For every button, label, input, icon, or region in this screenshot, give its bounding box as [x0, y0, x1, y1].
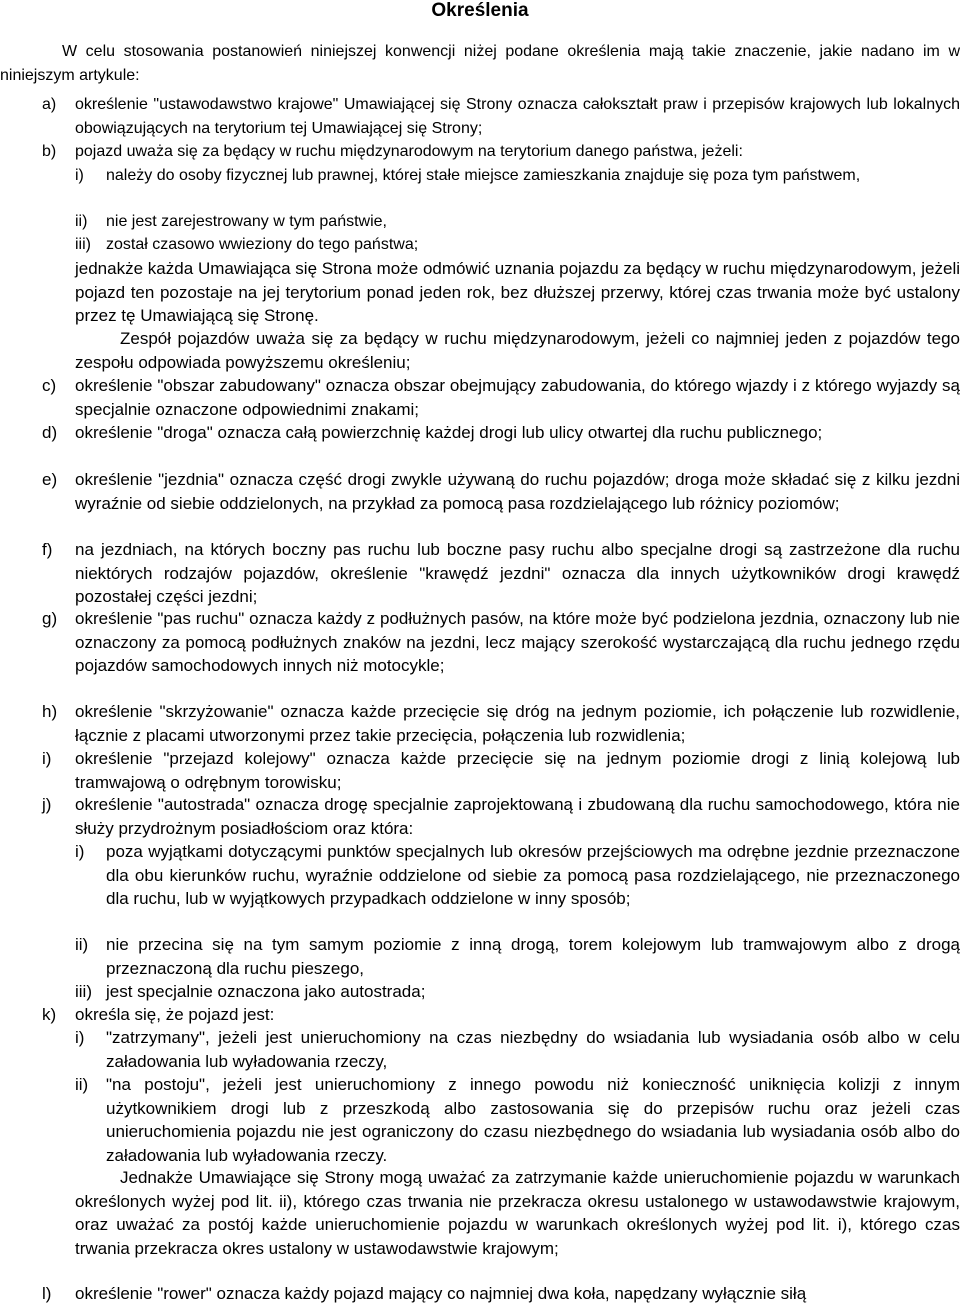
item-b-i-text: należy do osoby fizycznej lub prawnej, której stałe miejsce zamieszkania znajduje się poza tym państwem, [106, 167, 861, 184]
item-a-label: a) [42, 96, 57, 113]
item-k-i-label: i) [75, 1028, 85, 1047]
item-j-ii-label: ii) [75, 935, 89, 954]
item-e-text: określenie "jezdnia" oznacza część drogi zwykle używaną do ruchu pojazdów; droga może składać się z kilku jezdni wyraźnie od siebie oddzielonych, na przykład za pomocą pasa rozdzielającego lub różnicy poziomów; [75, 470, 960, 513]
item-c-text: określenie "obszar zabudowany" oznacza obszar obejmujący zabudowania, do którego wjazdy i z którego wyjazdy są specjalnie oznaczone odpowiednimi znakami; [75, 376, 960, 419]
item-j-ii-text: nie przecina się na tym samym poziomie z inną drogą, torem kolejowym lub tramwajowym albo z drogą przeznaczoną dla ruchu pieszego, [106, 935, 960, 978]
item-k-i-text: "zatrzymany", jeżeli jest unieruchomiony na czas niezbędny do wsiadania lub wysiadania osób albo w celu załadowania lub wyładowania rzeczy, [106, 1028, 960, 1071]
item-b-combination-paragraph: Zespół pojazdów uważa się za będący w ruchu międzynarodowym, jeżeli co najmniej jeden z pojazdów tego zespołu odpowiada powyższemu określeniu; [75, 329, 960, 372]
item-j-i-text: poza wyjątkami dotyczącymi punktów specjalnych lub okresów przejściowych ma odrębne jezdnie przeznaczone dla obu kierunków ruchu, wyraźnie oddzielone od siebie za pomocą pasa rozdzielającego, nie przeznaczonego dla ruchu, lub w wyjątkowych przypadkach oddzielone w inny sposób; [106, 842, 960, 908]
item-j-label: j) [42, 795, 52, 814]
item-f-label: f) [42, 540, 53, 559]
item-j-i-label: i) [75, 842, 85, 861]
item-b-however-paragraph: jednakże każda Umawiająca się Strona może odmówić uznania pojazdu za będący w ruchu międzynarodowym, jeżeli pojazd ten pozostaje na jej terytorium ponad jeden rok, bez dłuższej przerwy, której czas trwania może być ustalony przez tę Umawiającą się Stronę. [75, 259, 960, 325]
item-k-ii-label: ii) [75, 1075, 89, 1094]
item-b-i-label: i) [75, 167, 84, 184]
item-k-ii-text: "na postoju", jeżeli jest unieruchomiony z innego powodu niż konieczność uniknięcia kolizji z innym użytkownikiem drogi lub z przeszkodą albo zastosowania się do przepisów ruchu oraz jeżeli czas unieruchomienia pojazdu nie jest ograniczony do czasu niezbędnego do wsiadania lub wysiadania osób albo do załadowania lub wyładowania rzeczy. [106, 1075, 960, 1165]
item-j-text: określenie "autostrada" oznacza drogę specjalnie zaprojektowaną i zbudowaną dla ruchu samochodowego, która nie służy przydrożnym posiadłościom oraz która: [75, 795, 960, 838]
item-b-ii-label: ii) [75, 213, 88, 230]
item-g-label: g) [42, 609, 58, 628]
item-l-text: określenie "rower" oznacza każdy pojazd mający co najmniej dwa koła, napędzany wyłącznie siłą [75, 1284, 807, 1303]
item-b-iii-label: iii) [75, 236, 91, 253]
item-j-iii-text: jest specjalnie oznaczona jako autostrada; [106, 982, 426, 1001]
item-l-label: l) [42, 1284, 52, 1303]
item-k-however-paragraph: Jednakże Umawiające się Strony mogą uważać za zatrzymanie każde unieruchomienie pojazdu w warunkach określonych wyżej pod lit. ii), którego czas trwania nie przekracza okresu ustalonego w ustawodawstwie krajowym, oraz uważać za postój każde unieruchomienie pojazdu w warunkach określonych wyżej pod lit. i), którego czas trwania przekracza okres ustalony w ustawodawstwie krajowym; [75, 1168, 960, 1258]
item-b-iii-text: został czasowo wwieziony do tego państwa; [106, 236, 419, 253]
item-i-label: i) [42, 749, 52, 768]
item-c-label: c) [42, 376, 57, 395]
item-i-text: określenie "przejazd kolejowy" oznacza każde przecięcie się na jednym poziomie drogi z linią kolejową lub tramwajową o odrębnym torowisku; [75, 749, 960, 792]
item-a-text: określenie "ustawodawstwo krajowe" Umawiającej się Strony oznacza całokształt praw i przepisów krajowych lub lokalnych obowiązujących na terytorium tej Umawiającej się Strony; [75, 96, 960, 137]
item-e-label: e) [42, 470, 58, 489]
item-g-text: określenie "pas ruchu" oznacza każdy z podłużnych pasów, na które może być podzielona jezdnia, oznaczony lub nie oznaczony za pomocą podłużnych znaków na jezdni, lecz mający szerokość wystarczającą dla ruchu jednego rzędu pojazdów samochodowych innych niż motocykle; [75, 609, 960, 675]
item-b-text: pojazd uważa się za będący w ruchu międzynarodowym na terytorium danego państwa, jeżeli: [75, 143, 743, 160]
item-h-label: h) [42, 702, 58, 721]
item-d-label: d) [42, 423, 58, 442]
item-h-text: określenie "skrzyżowanie" oznacza każde przecięcie się dróg na jednym poziomie, ich połączenie lub rozwidlenie, łącznie z placami utworzonymi przez takie przecięcia, połączenia lub rozwidlenia; [75, 702, 960, 745]
item-b-label: b) [42, 143, 57, 160]
intro-paragraph: W celu stosowania postanowień niniejszej konwencji niżej podane określenia mają takie znaczenie, jakie nadano im w niniejszym artykule: [0, 43, 960, 84]
item-k-text: określa się, że pojazd jest: [75, 1005, 275, 1024]
item-j-iii-label: iii) [75, 982, 92, 1001]
item-k-label: k) [42, 1005, 57, 1024]
item-f-text: na jezdniach, na których boczny pas ruchu lub boczne pasy ruchu albo specjalne drogi są zastrzeżone dla ruchu niektórych rodzajów pojazdów, określenie "krawędź jezdni" oznacza dla innych użytkowników drogi krawędź pozostałej części jezdni; [75, 540, 960, 606]
item-d-text: określenie "droga" oznacza całą powierzchnię każdej drogi lub ulicy otwartej dla ruchu publicznego; [75, 423, 823, 442]
document-title: Określenia [431, 0, 529, 21]
item-b-ii-text: nie jest zarejestrowany w tym państwie, [106, 213, 387, 230]
